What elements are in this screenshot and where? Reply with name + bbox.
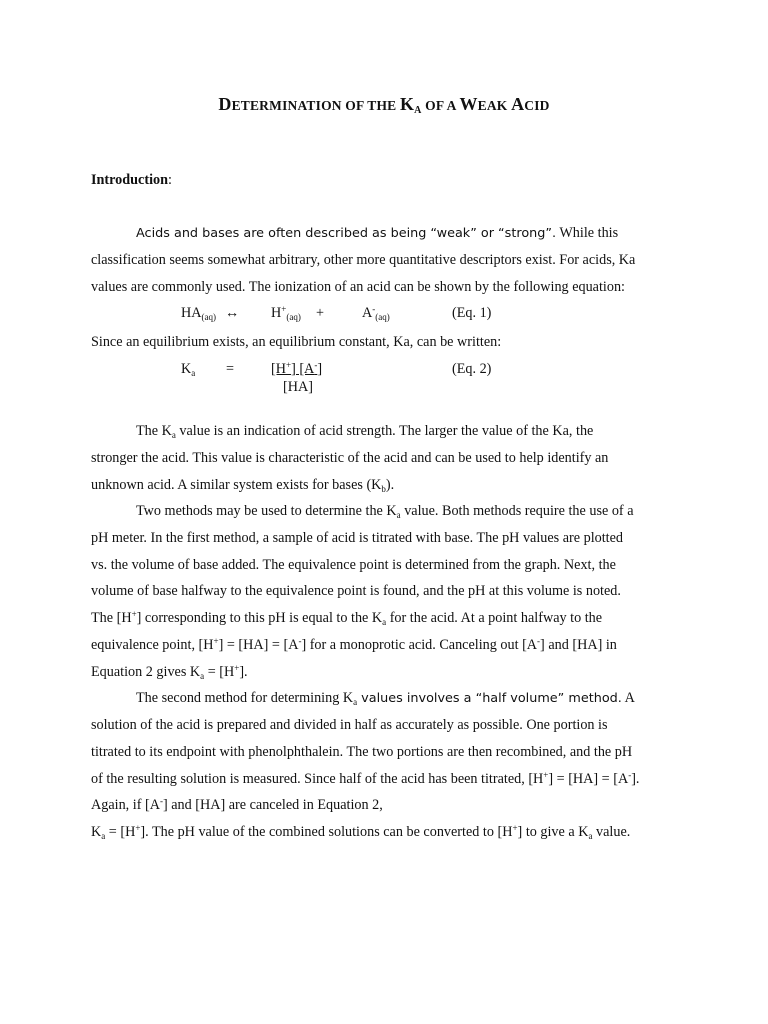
- eq2-k: $K_a$: [181, 361, 196, 378]
- eq1-a: $A^-_{(aq)}$: [362, 304, 390, 322]
- p2-line-3: unknown acid. A similar system exists for bases $(K_b)$.: [91, 477, 395, 494]
- intro-heading-line: [91, 171, 172, 189]
- p4-line-2: solution of the acid is prepared and divided in half as accurately as possible. One portion is: [91, 717, 608, 733]
- p1-line-2: classification seems somewhat arbitrary, other more quantitative descriptors exist. For acids, Ka: [91, 252, 636, 268]
- p4-line-6: $K_a = [H^+]$. The pH value of the combined solutions can be converted to [H+] to give a $K_a$ value.: [91, 823, 631, 841]
- p2-line-2: stronger the acid. This value is characteristic of the acid and can be used to help identify an: [91, 450, 609, 466]
- eq2-denominator: [HA]: [283, 379, 313, 395]
- p4-line-3: titrated to its endpoint with phenolphthalein. The two portions are then recombined, and the pH: [91, 744, 633, 760]
- p3-line-1: Two methods may be used to determine the $K_a$ value. Both methods require the use of a: [136, 503, 634, 520]
- title-of-a: OF A: [421, 98, 460, 113]
- title-eak: EAK: [477, 98, 512, 113]
- eq1-ha: $HA_{(aq)}$: [181, 305, 216, 322]
- p4-line-1: The second method for determining $K_a$ values involves a “half volume” method. A: [136, 690, 635, 707]
- title-etermination: ETERMINATION OF THE: [231, 98, 400, 113]
- title-d: D: [218, 94, 232, 114]
- eq2-equals: =: [226, 361, 235, 377]
- eq1-arrow: ↔: [225, 305, 240, 321]
- p3-line-6: equivalence point, [H+] = [HA] = [A-] for a monoprotic acid. Canceling out [A-] and [HA] in: [91, 636, 617, 653]
- eq-intro-line: Since an equilibrium exists, an equilibrium constant, Ka, can be written:: [91, 334, 502, 350]
- title-w: W: [459, 94, 478, 114]
- title-a: A: [511, 94, 525, 114]
- intro-colon: :: [168, 172, 172, 188]
- p3-line-4: volume of base halfway to the equivalence point is found, and the pH at this volume is noted.: [91, 583, 621, 599]
- document-title: [0, 94, 768, 116]
- title-k-subscript: A: [414, 105, 422, 116]
- title-k: K: [399, 94, 415, 114]
- eq1-plus: +: [316, 305, 325, 321]
- eq1-label: (Eq. 1): [452, 305, 492, 321]
- p1-line-1-sans: Acids and bases are often described as being “weak” or “strong”.: [136, 226, 557, 241]
- p3-line-7: Equation 2 gives $K_a = [H^+]$.: [91, 663, 248, 681]
- p1-line-1: [136, 224, 618, 243]
- p4-line-4: of the resulting solution is measured. Since half of the acid has been titrated, [H+] = [HA] = [A-].: [91, 770, 640, 787]
- intro-heading: Introduction: [91, 172, 168, 188]
- p3-line-2: pH meter. In the first method, a sample of acid is titrated with base. The pH values are plotted: [91, 530, 624, 546]
- eq2-label: (Eq. 2): [452, 361, 492, 377]
- p4-line-5: Again, if [A-] and [HA] are canceled in Equation 2,: [91, 796, 383, 813]
- eq2-numerator: [H+] [A-]: [271, 360, 323, 377]
- eq1-h: $H^+_{(aq)}$: [271, 304, 301, 322]
- title-cid: CID: [524, 98, 550, 113]
- p3-line-5: The [H+] corresponding to this pH is equal to the $K_a$ for the acid. At a point halfway to the: [91, 609, 603, 627]
- p1-line-3: values are commonly used. The ionization of an acid can be shown by the following equation:: [91, 279, 625, 295]
- p2-line-1: The $K_a$ value is an indication of acid strength. The larger the value of the Ka, the: [136, 423, 594, 440]
- p1-line-1-rest: While this: [556, 225, 619, 241]
- p3-line-3: vs. the volume of base added. The equivalence point is determined from the graph. Next, the: [91, 557, 616, 573]
